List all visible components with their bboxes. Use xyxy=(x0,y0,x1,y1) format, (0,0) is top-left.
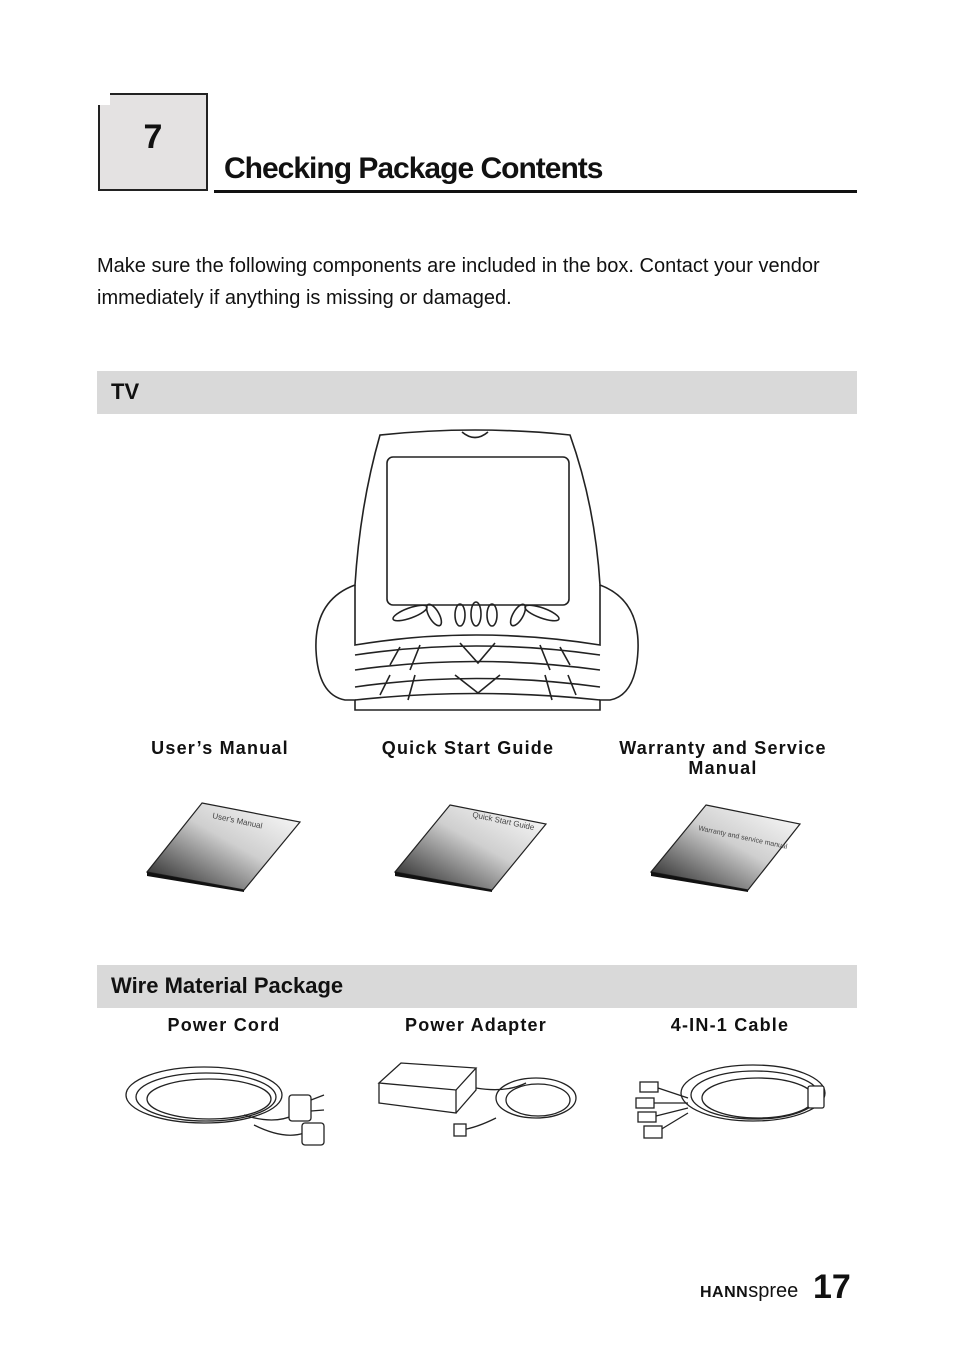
chapter-tab-notch xyxy=(96,91,110,105)
item-label-power-adapter: Power Adapter xyxy=(405,1015,547,1035)
4in1-cable-illustration xyxy=(628,1058,830,1150)
booklet-cover-text: Quick Start Guide xyxy=(471,810,536,833)
quick-start-guide-booklet xyxy=(392,802,550,892)
brand-logo: HANNspree xyxy=(700,1280,799,1302)
item-label-quick-start-guide: Quick Start Guide xyxy=(381,738,555,758)
section-band-tv xyxy=(97,371,857,414)
tv-illustration xyxy=(310,425,645,720)
booklet-cover-text: User's Manual xyxy=(211,811,264,831)
section-heading-wire: Wire Material Package xyxy=(111,973,344,998)
chapter-number: 7 xyxy=(143,118,163,156)
booklet-cover-text: Warranty and service manual xyxy=(697,825,788,851)
item-label-power-cord: Power Cord xyxy=(167,1015,281,1035)
title-rule xyxy=(214,190,857,193)
item-label-4in1-cable: 4-IN-1 Cable xyxy=(670,1015,790,1035)
section-band-wire xyxy=(97,965,857,1008)
page-title: Checking Package Contents xyxy=(224,152,603,185)
power-cord-illustration xyxy=(124,1055,334,1150)
intro-paragraph: Make sure the following components are included in the box. Contact your vendor immediately if anything is missing or damaged. xyxy=(97,255,820,309)
item-label-users-manual: User’s Manual xyxy=(151,738,289,758)
users-manual-booklet xyxy=(144,800,304,892)
power-adapter-illustration xyxy=(376,1058,581,1150)
page-number: 17 xyxy=(813,1268,851,1306)
section-heading-tv: TV xyxy=(111,379,140,404)
warranty-manual-booklet xyxy=(648,802,804,892)
item-label-warranty-manual: Warranty and Service Manual xyxy=(619,738,827,778)
